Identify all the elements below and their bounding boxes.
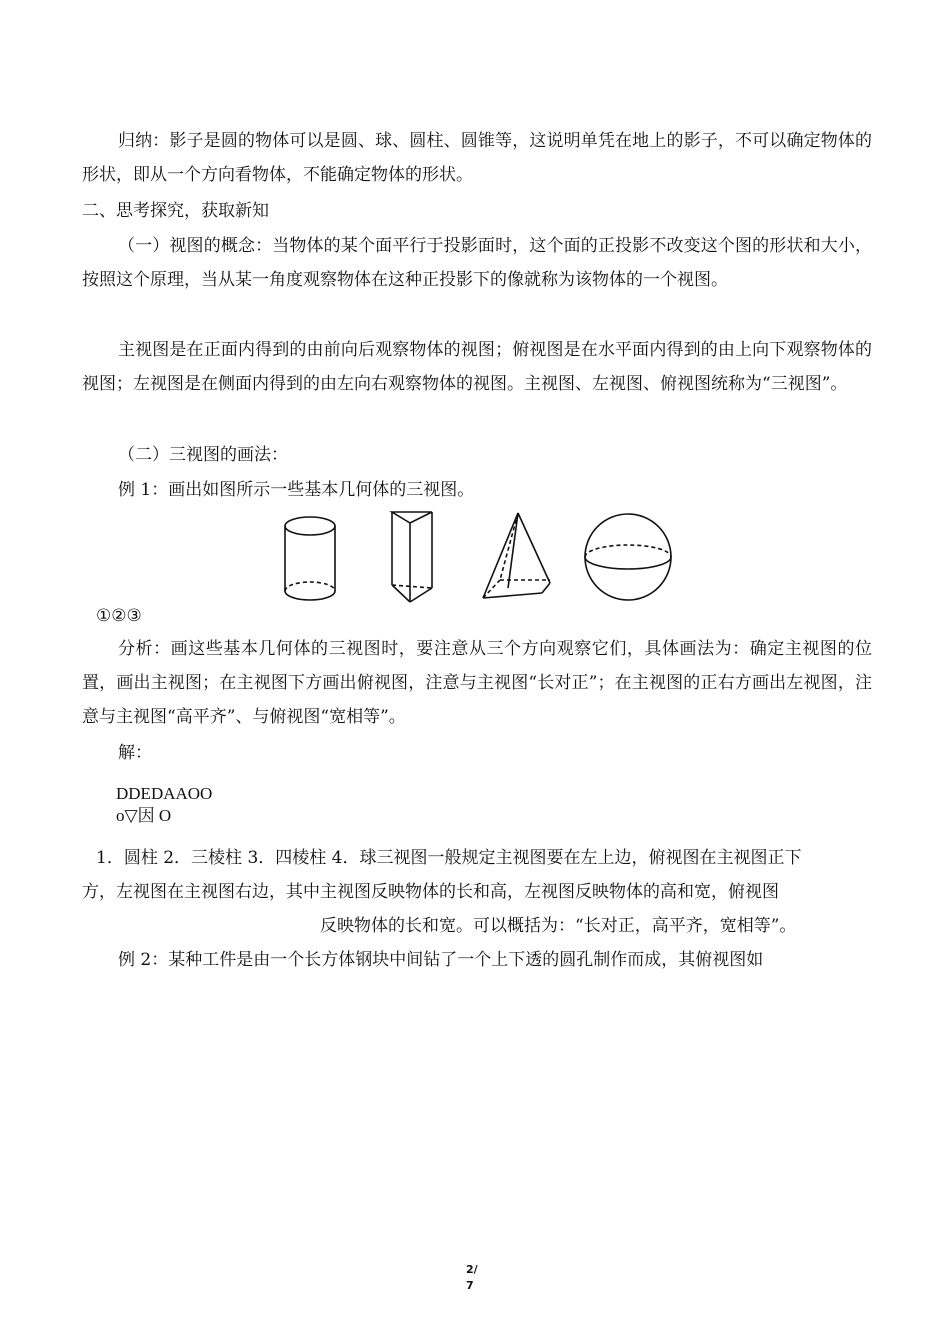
example2-paragraph: 例 2：某种工件是由一个长方体钢块中间钻了一个上下透的圆孔制作而成，其俯视图如 (118, 950, 764, 970)
sphere-figure (585, 514, 671, 600)
cylinder-figure (285, 517, 335, 600)
page-number (466, 1262, 478, 1294)
geometry-figures (270, 505, 690, 610)
garbled-line-2: o▽因 O (116, 806, 172, 825)
answer-line-3: 反映物体的长和宽。可以概括为：“长对正，高平齐，宽相等”。 (320, 916, 797, 936)
answer-line-2: 方，左视图在主视图右边，其中主视图反映物体的长和高，左视图反映物体的高和宽，俯视图 (82, 882, 779, 902)
pyramid-figure (483, 513, 550, 598)
page-number-bottom: 7 (466, 1279, 474, 1292)
figure-labels: ①②③ (96, 606, 142, 626)
answer-line-1: 1．圆柱 2．三棱柱 3．四棱柱 4．球三视图一般规定主视图要在左上边，俯视图在主视图正下 (96, 848, 802, 868)
garbled-line-1: DDEDAAOO (116, 784, 213, 803)
solution-label: 解： (118, 743, 152, 763)
analysis-paragraph: 分析：画这些基本几何体的三视图时，要注意从三个方向观察它们，具体画法为：确定主视图的位置，画出主视图；在主视图下方画出俯视图，注意与主视图“长对正”；在主视图的正右方画出左视图，注意与主视图“高平齐”、与俯视图“宽相等”。 (82, 639, 872, 727)
drawing-method-heading: （二）三视图的画法： (118, 445, 288, 465)
page-number-top: 2/ (466, 1263, 478, 1276)
view-concept-paragraph: （一）视图的概念：当物体的某个面平行于投影面时，这个面的正投影不改变这个图的形状和大小，按照这个原理，当从某一角度观察物体在这种正投影下的像就称为该物体的一个视图。 (82, 236, 872, 290)
section2-heading: 二、思考探究，获取新知 (82, 201, 269, 221)
three-views-definition-paragraph: 主视图是在正面内得到的由前向后观察物体的视图；俯视图是在水平面内得到的由上向下观察物体的视图；左视图是在侧面内得到的由左向右观察物体的视图。主视图、左视图、俯视图统称为“三视图”。 (82, 340, 872, 394)
triangular-prism-figure (392, 512, 432, 602)
summary-paragraph: 归纳：影子是圆的物体可以是圆、球、圆柱、圆锥等，这说明单凭在地上的影子，不可以确定物体的形状，即从一个方向看物体，不能确定物体的形状。 (82, 131, 872, 185)
example1-paragraph: 例 1：画出如图所示一些基本几何体的三视图。 (118, 480, 475, 500)
